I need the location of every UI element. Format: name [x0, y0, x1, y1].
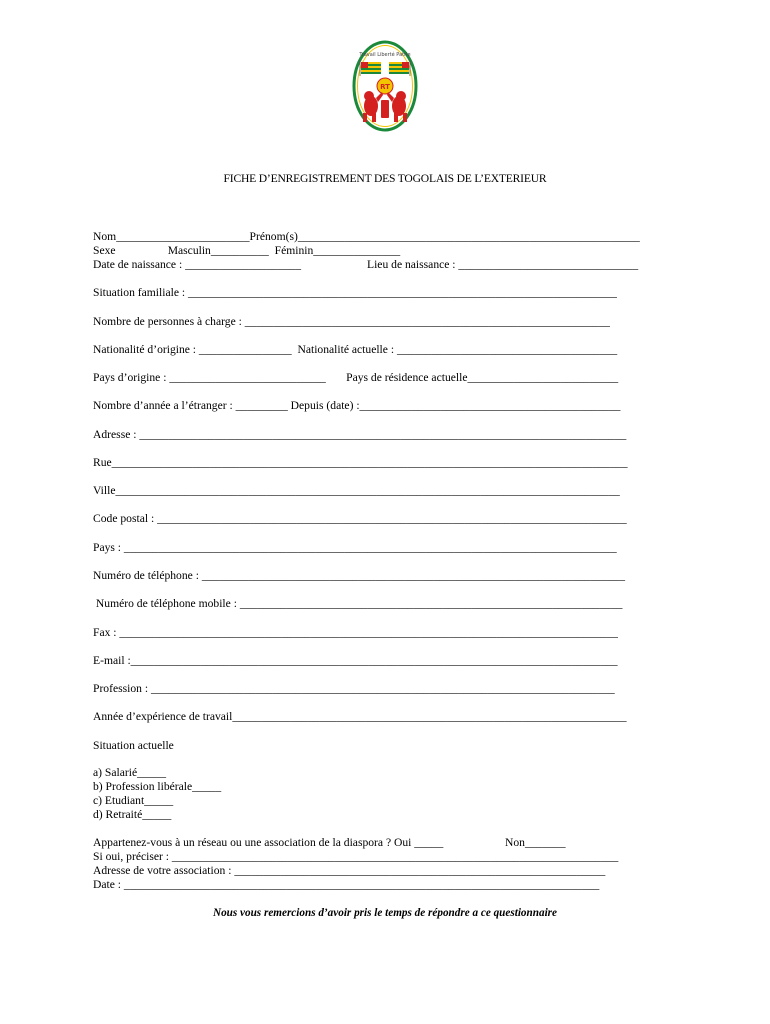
field-profession[interactable]: Profession : ________________________________________________________________________________: [93, 682, 615, 695]
field-personnes-charge[interactable]: Nombre de personnes à charge : _______________________________________________________________: [93, 315, 610, 328]
option-salarie[interactable]: a) Salarié_____: [93, 766, 167, 779]
field-nom-prenom[interactable]: Nom_______________________Prénom(s)___________________________________________________________: [93, 230, 640, 243]
option-retraite[interactable]: d) Retraité_____: [93, 808, 172, 821]
field-annees-etranger[interactable]: Nombre d’année a l’étranger : _________ Depuis (date) :_____________________________________________: [93, 399, 621, 412]
field-nationalite[interactable]: Nationalité d’origine : ________________ Nationalité actuelle : ______________________________________: [93, 343, 618, 356]
togo-coat-of-arms-emblem: [352, 40, 418, 132]
field-rue[interactable]: Rue_________________________________________________________________________________________: [93, 456, 628, 469]
emblem-motto: Travail Liberté Patrie: [359, 52, 411, 58]
section-situation-actuelle: Situation actuelle: [93, 739, 174, 752]
option-profession-liberale[interactable]: b) Profession libérale_____: [93, 780, 222, 793]
field-mobile[interactable]: Numéro de téléphone mobile : __________________________________________________________________: [93, 597, 623, 610]
field-email[interactable]: E-mail :____________________________________________________________________________________: [93, 654, 618, 667]
field-lieu-naissance[interactable]: Lieu de naissance : _______________________________: [367, 258, 639, 271]
thanks-message: Nous vous remercions d’avoir pris le temps de répondre a ce questionnaire: [212, 907, 557, 919]
field-telephone[interactable]: Numéro de téléphone : _________________________________________________________________________: [93, 569, 625, 582]
field-ville[interactable]: Ville_______________________________________________________________________________________: [93, 484, 620, 497]
field-date[interactable]: Date : __________________________________________________________________________________: [93, 878, 600, 891]
flag-left: [360, 60, 381, 76]
field-adresse[interactable]: Adresse : ____________________________________________________________________________________: [93, 428, 627, 441]
field-reseau-non[interactable]: Non_______: [505, 836, 566, 849]
emblem-badge-text: RT: [380, 83, 390, 91]
field-date-naissance[interactable]: Date de naissance : ____________________: [93, 258, 302, 271]
flag-right: [389, 60, 410, 76]
field-code-postal[interactable]: Code postal : _________________________________________________________________________________: [93, 512, 627, 525]
field-sexe[interactable]: Sexe Masculin__________ Féminin_______________: [93, 244, 401, 257]
field-adresse-association[interactable]: Adresse de votre association : ________________________________________________________________: [93, 864, 606, 877]
field-pays-adresse[interactable]: Pays : _____________________________________________________________________________________: [93, 541, 617, 554]
option-etudiant[interactable]: c) Etudiant_____: [93, 794, 174, 807]
field-preciser[interactable]: Si oui, préciser : _____________________________________________________________________________: [93, 850, 619, 863]
field-situation-familiale[interactable]: Situation familiale : __________________________________________________________________________: [93, 286, 617, 299]
field-pays[interactable]: Pays d’origine : ___________________________ Pays de résidence actuelle__________________________: [93, 371, 619, 384]
field-fax[interactable]: Fax : ______________________________________________________________________________________: [93, 626, 618, 639]
field-experience[interactable]: Année d’expérience de travail____________________________________________________________________: [93, 710, 627, 723]
field-reseau-oui[interactable]: Appartenez-vous à un réseau ou une association de la diaspora ? Oui _____: [93, 836, 444, 849]
form-title: FICHE D’ENREGISTREMENT DES TOGOLAIS DE L’EXTERIEUR: [223, 172, 547, 185]
